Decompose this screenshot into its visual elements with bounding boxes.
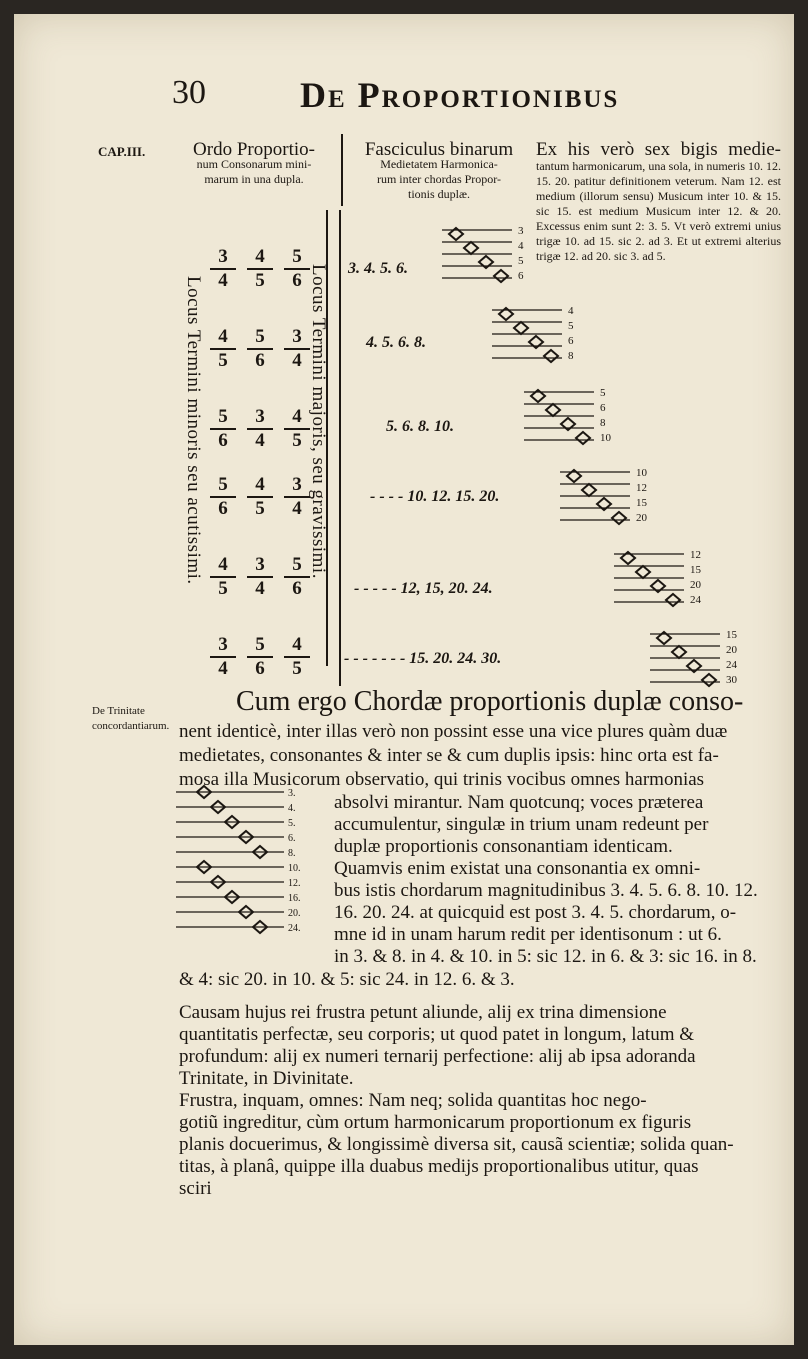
- paragraph3-line-3: planis docuerimus, & longissimè diversa sit, causã scientiæ; solida quan-: [179, 1134, 734, 1155]
- staff-label: 4: [568, 305, 574, 317]
- fraction-denominator: 5: [255, 270, 265, 291]
- fraction-denominator: 6: [218, 498, 228, 519]
- paragraph-line-9: 16. 20. 24. at quicquid est post 3. 4. 5. chordarum, o-: [334, 902, 737, 923]
- note-diamond: [672, 646, 686, 658]
- intro-text: tantum harmonicarum, una sola, in numeris 10. 12. 15. 20. patitur definitionem veterum. Nam 12. est medium (illorum sensu) Musicum inter 10. & 15. sic 15. est medium Musicum inter 12. & 20. Excessus enim sunt 2: 3. 5. Vt verò extremi unius trigæ 10. ad 15. sic 2. ad 3. Et ut extremi alterius trigæ 12. ad 20. sic 3. ad 5.: [536, 159, 781, 263]
- fraction-denominator: 6: [255, 350, 265, 371]
- intro-lead: Ex his verò sex bigis medie-: [536, 139, 781, 160]
- paragraph2-line-2: quantitatis perfectæ, seu corporis; ut quod patet in longum, latum &: [179, 1024, 695, 1045]
- note-diamond: [514, 322, 528, 334]
- fraction-denominator: 6: [255, 658, 265, 679]
- paragraph-line-2: medietates, consonantes & inter se & cum duplis ipsis: hinc orta est fa-: [179, 745, 719, 766]
- label-lower-term: Locus Termini minoris seu acutissimi.: [183, 276, 204, 585]
- staff-label: 24: [690, 594, 701, 606]
- staff-label: 16.: [288, 893, 301, 904]
- staff-label: 12: [636, 482, 647, 494]
- fraction-cell: [247, 406, 273, 452]
- fraction-cell: [247, 326, 273, 372]
- staff-label: 24.: [288, 923, 301, 934]
- staff-label: 8.: [288, 848, 296, 859]
- fraction-cell: [247, 474, 273, 520]
- fraction-numerator: 5: [284, 246, 310, 270]
- fraction-numerator: 3: [210, 246, 236, 270]
- fraction-numerator: 5: [210, 406, 236, 430]
- column-heading-order-line2: marum in una dupla.: [204, 172, 304, 186]
- paragraph-line-12: & 4: sic 20. in 10. & 5: sic 24. in 12. 6. & 3.: [179, 969, 515, 990]
- fraction-numerator: 3: [247, 406, 273, 430]
- staff-label: 15: [690, 564, 701, 576]
- fraction-cell: [284, 474, 310, 520]
- running-title: De Proportionibus: [300, 75, 620, 115]
- fraction-numerator: 5: [247, 634, 273, 658]
- staff-label: 24: [726, 659, 737, 671]
- paragraph-line-4: absolvi mirantur. Nam quotcunq; voces præterea: [334, 792, 704, 813]
- staff-label: 12: [690, 549, 701, 561]
- fraction-numerator: 5: [247, 326, 273, 350]
- fraction-denominator: 4: [255, 578, 265, 599]
- staff-label: 6: [518, 270, 524, 282]
- paragraph-line-10: mne id in unam harum redit per identisonum : ut 6.: [334, 924, 722, 945]
- fraction-cell: [284, 326, 310, 372]
- fraction-denominator: 5: [292, 430, 302, 451]
- fraction-denominator: 5: [255, 498, 265, 519]
- staff-diagram: [524, 386, 619, 452]
- label-upper-term: Locus Termini majoris, seu gravissimi.: [308, 264, 329, 579]
- column-heading-fascicle-line3: tionis duplæ.: [407, 187, 470, 201]
- fraction-cell: [210, 554, 236, 600]
- note-diamond: [544, 350, 558, 362]
- fraction-denominator: 6: [292, 270, 302, 291]
- column-heading-fascicle-title: Fasciculus binarum: [364, 139, 514, 160]
- fraction-numerator: 3: [284, 474, 310, 498]
- paragraph-line-5: accumulentur, singulæ in trium unam redeunt per: [334, 814, 709, 835]
- staff-diagram: [614, 548, 709, 614]
- staff-label: 6: [600, 402, 606, 414]
- fraction-denominator: 4: [292, 498, 302, 519]
- fraction-numerator: 4: [284, 406, 310, 430]
- column-divider-right: [339, 210, 341, 686]
- paragraph3-line-1: Frustra, inquam, omnes: Nam neq; solida quantitas hoc nego-: [179, 1090, 647, 1111]
- fraction-numerator: 4: [210, 326, 236, 350]
- staff-label: 30: [726, 674, 737, 686]
- staff-label: 10: [600, 432, 611, 444]
- note-diamond: [666, 594, 680, 606]
- paragraph-line-7: Quamvis enim existat una consonantia ex omni-: [334, 858, 701, 879]
- column-heading-fascicle-line1: Medietatem Harmonica-: [380, 157, 498, 171]
- note-diamond: [546, 404, 560, 416]
- page: [14, 14, 794, 1345]
- staff-label: 6.: [288, 833, 296, 844]
- fraction-numerator: 3: [247, 554, 273, 578]
- fraction-cell: [210, 406, 236, 452]
- fraction-numerator: 3: [210, 634, 236, 658]
- fraction-numerator: 4: [284, 634, 310, 658]
- paragraph-opening: Cum ergo Chordæ proportionis duplæ conso-: [236, 686, 744, 717]
- sequence-text: - - - - - - - 15. 20. 24. 30.: [344, 650, 502, 667]
- sequence-text: - - - - 10. 12. 15. 20.: [370, 488, 500, 505]
- staff-label: 5.: [288, 818, 296, 829]
- column-heading-order-title: Ordo Proportio-: [193, 139, 315, 160]
- staff-label: 4.: [288, 803, 296, 814]
- fraction-numerator: 5: [284, 554, 310, 578]
- staff-label: 20: [726, 644, 737, 656]
- fraction-cell: [284, 554, 310, 600]
- paragraph3-line-4: titas, à planâ, quippe illa duabus medijs proportionalibus utitur, quas: [179, 1156, 699, 1177]
- staff-label: 12.: [288, 878, 301, 889]
- note-diamond: [612, 512, 626, 524]
- paragraph2-line-3: profundum: alij ex numeri ternarij perfectione: alij ab ipsa adoranda: [179, 1046, 696, 1067]
- staff-label: 15: [726, 629, 737, 641]
- column-heading-order-line1: num Consonarum mini-: [196, 157, 312, 171]
- combined-staff-diagram: [174, 784, 314, 944]
- sequence-text: 4. 5. 6. 8.: [366, 334, 426, 351]
- note-diamond: [702, 674, 716, 686]
- fraction-denominator: 6: [292, 578, 302, 599]
- fraction-cell: [247, 634, 273, 680]
- staff-label: 3: [518, 225, 524, 237]
- note-diamond: [464, 242, 478, 254]
- marginal-note: De Trinitate concordantiarum.: [92, 705, 170, 732]
- fraction-cell: [210, 474, 236, 520]
- staff-diagram: [492, 304, 587, 370]
- paragraph3-line-5: sciri: [179, 1178, 212, 1199]
- fraction-cell: [247, 246, 273, 292]
- sequence-text: - - - - - 12, 15, 20. 24.: [354, 580, 493, 597]
- fraction-denominator: 5: [218, 578, 228, 599]
- note-diamond: [582, 484, 596, 496]
- sequence-text: 5. 6. 8. 10.: [386, 418, 454, 435]
- fraction-denominator: 5: [218, 350, 228, 371]
- column-heading-fascicle: [344, 139, 534, 202]
- fraction-denominator: 5: [292, 658, 302, 679]
- paragraph-line-1: nent identicè, inter illas verò non possint esse una vice plures quàm duæ: [179, 721, 728, 742]
- chapter-marker: CAP.III.: [98, 144, 146, 159]
- fraction-cell: [210, 634, 236, 680]
- heading-divider: [341, 134, 343, 206]
- staff-label: 10.: [288, 863, 301, 874]
- staff-label: 15: [636, 497, 647, 509]
- fraction-numerator: 3: [284, 326, 310, 350]
- column-heading-fascicle-line2: rum inter chordas Propor-: [376, 172, 502, 186]
- fraction-numerator: 4: [247, 474, 273, 498]
- column-heading-order: [179, 139, 329, 187]
- staff-diagram: [442, 224, 537, 290]
- fraction-cell: [210, 246, 236, 292]
- fraction-denominator: 4: [255, 430, 265, 451]
- fraction-numerator: 4: [210, 554, 236, 578]
- paragraph2-line-1: Causam hujus rei frustra petunt aliunde, alij ex trina dimensione: [179, 1002, 667, 1023]
- paragraph-line-6: duplæ proportionis consonantiam identicam.: [334, 836, 673, 857]
- intro-paragraph: [536, 139, 781, 264]
- fraction-denominator: 4: [218, 658, 228, 679]
- staff-diagram: [650, 628, 745, 694]
- sequence-text: 3. 4. 5. 6.: [348, 260, 408, 277]
- staff-label: 4: [518, 240, 524, 252]
- fraction-cell: [247, 554, 273, 600]
- fraction-denominator: 4: [292, 350, 302, 371]
- staff-label: 20: [636, 512, 647, 524]
- fraction-cell: [284, 406, 310, 452]
- note-diamond: [636, 566, 650, 578]
- paragraph-line-8: bus istis chordarum magnitudinibus 3. 4. 5. 6. 8. 10. 12.: [334, 880, 758, 901]
- paragraph-line-3: mosa illa Musicorum observatio, qui trinis vocibus omnes harmonias: [179, 769, 705, 790]
- note-diamond: [494, 270, 508, 282]
- staff-label: 3.: [288, 788, 296, 799]
- staff-label: 8: [600, 417, 606, 429]
- staff-label: 5: [568, 320, 574, 332]
- staff-label: 20: [690, 579, 701, 591]
- paragraph3-line-2: gotiũ ingreditur, cùm ortum harmonicarum proportionum ex figuris: [179, 1112, 692, 1133]
- staff-label: 10: [636, 467, 647, 479]
- fraction-cell: [284, 246, 310, 292]
- staff-label: 8: [568, 350, 574, 362]
- fraction-numerator: 5: [210, 474, 236, 498]
- page-number: 30: [172, 74, 206, 111]
- paragraph2-line-4: Trinitate, in Divinitate.: [179, 1068, 354, 1089]
- fraction-numerator: 4: [247, 246, 273, 270]
- fraction-denominator: 4: [218, 270, 228, 291]
- paragraph-line-11: in 3. & 8. in 4. & 10. in 5: sic 12. in 6. & 3: sic 16. in 8.: [334, 946, 757, 967]
- fraction-cell: [210, 326, 236, 372]
- fraction-cell: [284, 634, 310, 680]
- staff-label: 5: [518, 255, 524, 267]
- note-diamond: [576, 432, 590, 444]
- staff-diagram: [560, 466, 655, 532]
- staff-label: 5: [600, 387, 606, 399]
- fraction-denominator: 6: [218, 430, 228, 451]
- staff-label: 6: [568, 335, 574, 347]
- staff-label: 20.: [288, 908, 301, 919]
